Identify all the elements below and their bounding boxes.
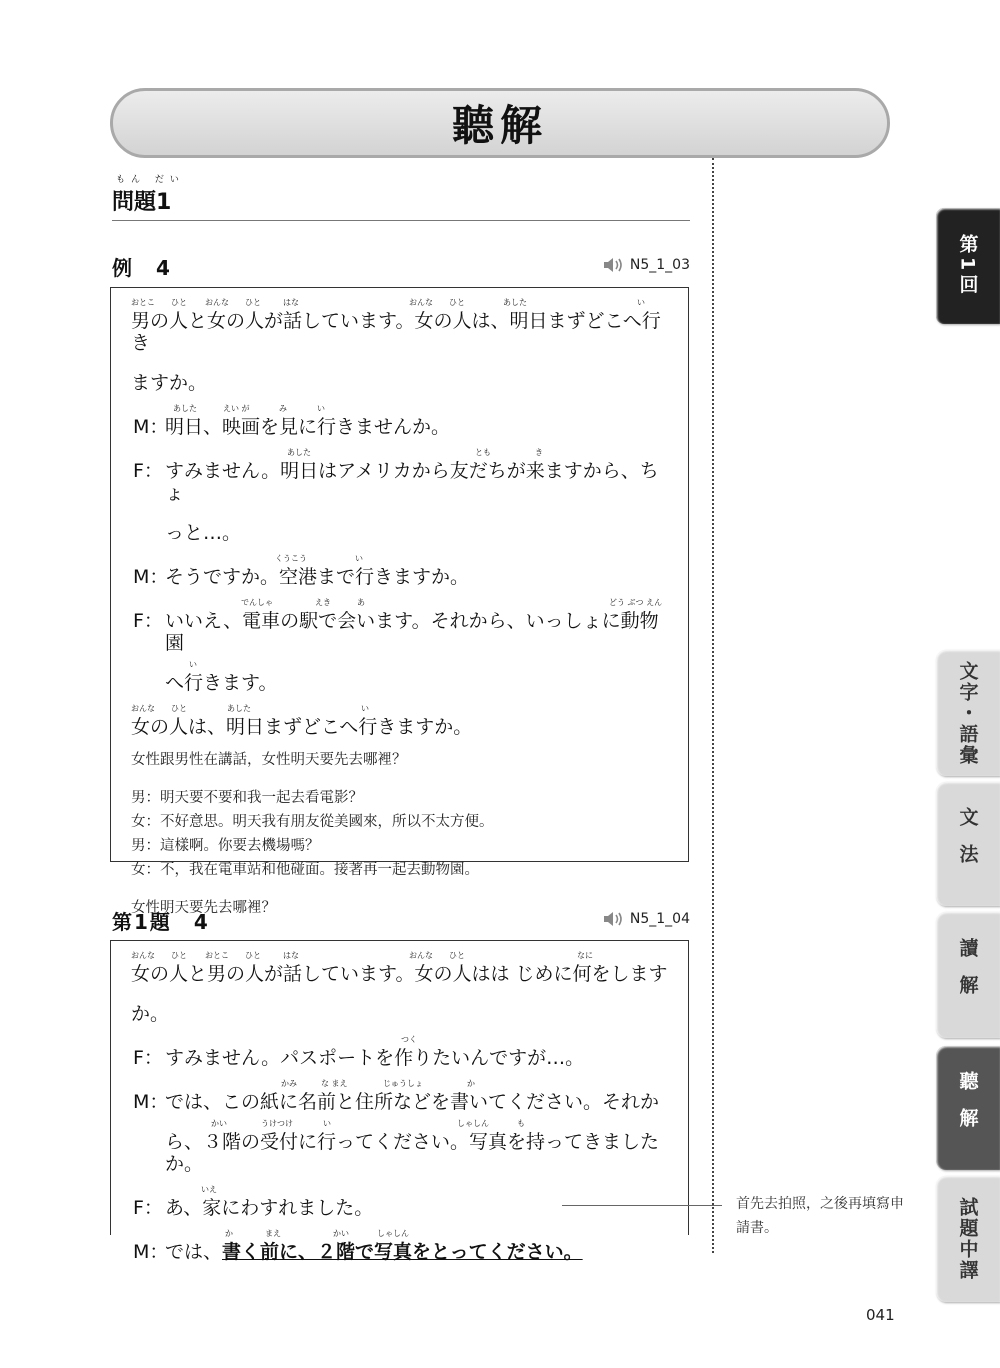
column-divider — [712, 158, 714, 1253]
tab-grammar[interactable]: 文法 — [936, 782, 1000, 906]
dialogue-line: F： あした とも き すみません。明日はアメリカから友だちが来ますから、ちょ — [133, 448, 659, 504]
tab-translation[interactable]: 試題中譯 — [936, 1176, 1000, 1302]
answer-highlight: 書く前に、２階で写真をとってください。 — [222, 1241, 583, 1263]
example-question-line: おとこ ひと おんな ひと はな おんな ひと あした い 男の人と女の人が話しています。女の人は、明日まずどこへ行き — [131, 298, 661, 354]
example-question-line: ますか。 — [131, 372, 208, 394]
dialogue-line: M： くうこう い そうですか。空港まで行きますか。 — [133, 554, 470, 588]
annotation-leader-line — [562, 1205, 722, 1206]
question-1-audio[interactable] — [602, 911, 690, 927]
dialogue-line: M： か まえ かい しゃしん では、書く前に、２階で写真をとってください。 — [133, 1229, 583, 1263]
speaker-label: M： — [133, 416, 169, 438]
speaker-icon — [602, 911, 624, 927]
section-title-ruby: もん だい — [116, 175, 185, 185]
dialogue-line: F： つく すみません。パスポートを作りたいんですが…。 — [133, 1035, 585, 1069]
dialogue-line: F： いえ あ、家にわすれました。 — [133, 1185, 374, 1219]
question-1-transcript-box — [110, 940, 689, 1263]
example-transcript-box — [110, 287, 689, 916]
example-heading — [112, 252, 690, 280]
page-number: 041 — [866, 1306, 895, 1324]
speaker-label: F： — [133, 610, 163, 632]
example-audio-track: N5_1_03 — [629, 257, 690, 273]
dialogue-line: F： でんしゃ えき あ どう ぶつ えん いいえ、電車の駅で会います。それから、いっしょに動物園 — [133, 598, 663, 654]
section-title — [112, 172, 690, 221]
question-1-label: 第1題 4 — [112, 910, 210, 934]
speaker-label: M： — [133, 1091, 169, 1113]
speaker-label: M： — [133, 1241, 169, 1263]
example-label: 例 4 — [112, 256, 172, 280]
question-1-audio-track: N5_1_04 — [629, 911, 690, 927]
question-1-heading — [112, 906, 690, 934]
tab-listening[interactable]: 聽解 — [936, 1046, 1000, 1170]
translation-line: 女：不好意思。明天我有朋友從美國來，所以不太方便。 — [131, 814, 494, 830]
dialogue-line: M： あした えい が み い 明日、映画を見に行きませんか。 — [133, 404, 451, 438]
question-1-prompt-line: か。 — [131, 1003, 170, 1025]
speaker-label: F： — [133, 1197, 163, 1219]
page-title-banner — [110, 88, 890, 158]
dialogue-line-continued: い へ行きます。 — [165, 660, 278, 694]
translation-line: 男：這樣啊。你要去機場嗎？ — [131, 838, 320, 854]
translation-line: 男：明天要不要和我一起去看電影？ — [131, 790, 363, 806]
speaker-label: F： — [133, 1047, 163, 1069]
example-question-repeat: おんな ひと あした い 女の人は、明日まずどこへ行きますか。 — [131, 704, 473, 738]
example-audio[interactable] — [602, 257, 690, 273]
question-1-prompt-line: おんな ひと おとこ ひと はな おんな ひと なに 女の人と男の人が話しています。女の人はは じめに何をします — [131, 951, 668, 985]
translation-question: 女性跟男性在講話，女性明天要先去哪裡？ — [131, 752, 407, 768]
speaker-icon — [602, 257, 624, 273]
speaker-label: M： — [133, 566, 169, 588]
translation-line: 女：不，我在電車站和他碰面。接著再一起去動物園。 — [131, 862, 479, 878]
annotation-note: 首先去拍照，之後再填寫申請書。 — [736, 1196, 904, 1236]
tab-vocabulary[interactable]: 文字・語彙 — [936, 650, 1000, 776]
tab-reading[interactable]: 讀解 — [936, 912, 1000, 1038]
dialogue-line-continued: っと…。 — [165, 522, 242, 544]
section-title-text: 問題1 — [112, 190, 172, 215]
page-title: 聽解 — [451, 101, 548, 150]
speaker-label: F： — [133, 460, 163, 482]
dialogue-line: M： かみ な まえ じゅうしょ か では、この紙に名前と住所などを書いてください。それか — [133, 1079, 660, 1113]
tab-round-1[interactable]: 第1回 — [936, 208, 1000, 324]
dialogue-line-continued: かい うけつけ い しゃしん も ら、３階の受付に行ってください。写真を持ってきましたか。 — [165, 1119, 660, 1175]
translation-question-repeat: 女性明天要先去哪裡？ — [131, 900, 276, 916]
